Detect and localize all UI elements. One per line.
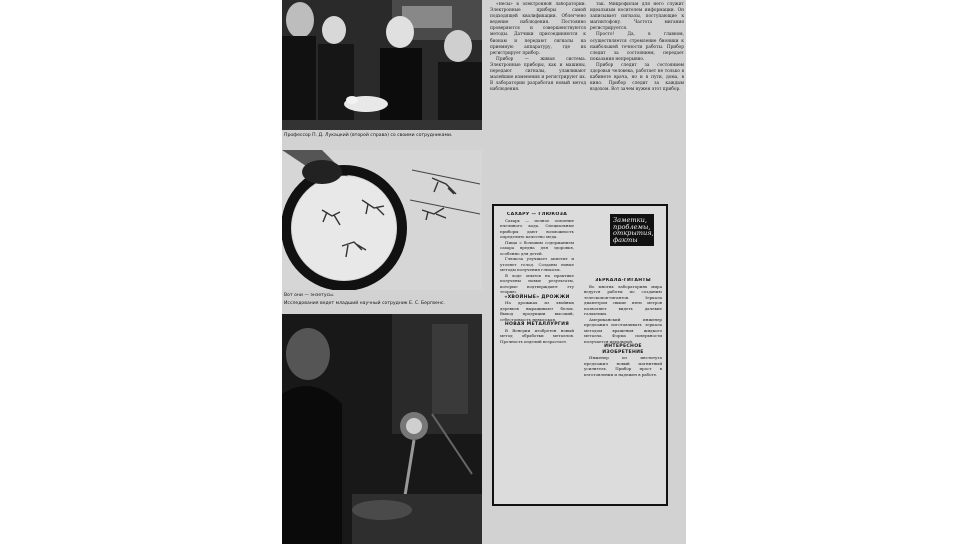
caption-photo-top: Профессор П. Д. Лукацкий (второй справа) со своими сотрудниками. — [284, 133, 453, 138]
sidebar-paragraph: Инженер из института предложил новый магнитный усилитель. Прибор прост в изготовлении и надежен в работе. — [584, 355, 662, 377]
caption-photo-middle-2: Исследования ведет младший научный сотрудник Е. С. Бергвенс. — [284, 301, 445, 306]
photo-laboratory — [282, 314, 482, 544]
sidebar-paragraph: Американский инженер предложил изготавливать зеркала методом вращения жидкого металла. Форма поверхности получается идеальной. — [584, 316, 662, 344]
sidebar-heading: ЗЕРКАЛА-ГИГАНТЫ — [595, 278, 651, 283]
sidebar-heading: «ХВОЙНЫЕ» ДРОЖЖИ — [504, 294, 570, 300]
section-badge: Заметки, проблемы, открытия, факты — [610, 214, 654, 246]
article-col2-paragraph: Просто! Да, в главном, осуществляется стремление бионики к наибольшей точности работы. Прибор следит за состоянием, передает показания непрерывно. — [590, 32, 684, 62]
sidebar-paragraph: В Венгрии изобретен новый метод обработки металлов. Прочность изделий возрастает. — [500, 327, 574, 344]
photo-scientists-image — [282, 0, 482, 130]
article-col1-paragraph: «Весы» в электронной лаборатории. Электронные приборы самой подходящей квалификации. Облегчено ведение наблюдения. Постоянно проверяются и совершенствуются методы. Датчики присоединяются к бионам и передают сигналы на приемную аппаратуру, где их регистрирует прибор. — [490, 2, 586, 56]
article-col2-paragraph: так. Микрофильм для него служит идеальным носителем информации. Он записывает сигналы, поступающие к магнитофону. Частота мигания регистрируется. — [590, 2, 684, 32]
sidebar-paragraph: В ходе опытов на практике получены новые результаты, которые подтверждают эту теорию. — [500, 272, 574, 294]
sidebar-box — [492, 204, 668, 506]
photo-magnifier-image — [282, 150, 482, 290]
article-col1-paragraph: Прибор — живая система. Электронные приборы, как и машины, передают сигналы, улавливают малейшие изменения и регистрируют их. В лаборатории разработан новый метод наблюдения. — [490, 56, 586, 93]
sidebar-paragraph: Во многих лабораториях мира ведутся работы по созданию телескопов-гигантов. Зеркала диаметром свыше пяти метров позволяют видеть далекие галактики. — [584, 283, 662, 316]
magazine-page — [282, 0, 686, 544]
photo-scientists — [282, 0, 482, 130]
sidebar-heading: НОВАЯ МЕТАЛЛУРГИЯ — [504, 322, 570, 327]
sidebar-paragraph: На дрожжах из хвойных деревьев выращивают белок. Выход продукции высокий, себестоимость невысокая. — [500, 300, 574, 322]
photo-laboratory-image — [282, 314, 482, 544]
article-column-1 — [490, 2, 586, 200]
sidebar-heading: САХАРУ — ГЛЮКОЗА — [506, 212, 568, 217]
photo-magnifier — [282, 150, 482, 290]
caption-photo-middle-1: Вот они — энзетусы. — [284, 293, 335, 298]
sidebar-paragraph: Пища с большим содержанием сахара вредна для здоровья, особенно для детей. — [500, 239, 574, 256]
sidebar-paragraph: Сахарь — полное освоение пчелиного кода. Специальные приборы дают возможность определить качество меда. — [500, 217, 574, 239]
sidebar-column-right — [584, 278, 662, 500]
article-column-2 — [590, 2, 684, 200]
sidebar-paragraph: Глюкоза улучшает аппетит и утоляет голод. Созданы новые методы получения глюкозы. — [500, 256, 574, 272]
sidebar-column-left — [500, 212, 574, 500]
article-col2-paragraph: Прибор следит за состоянием здоровья человека, работает не только в кабинете врача, но и в пути, дома, в кино. Прибор следит за каждым вздохом. Вот зачем нужен этот прибор. — [590, 62, 684, 93]
sidebar-heading: ИНТЕРЕСНОЕ ИЗОБРЕТЕНИЕ — [602, 344, 644, 355]
